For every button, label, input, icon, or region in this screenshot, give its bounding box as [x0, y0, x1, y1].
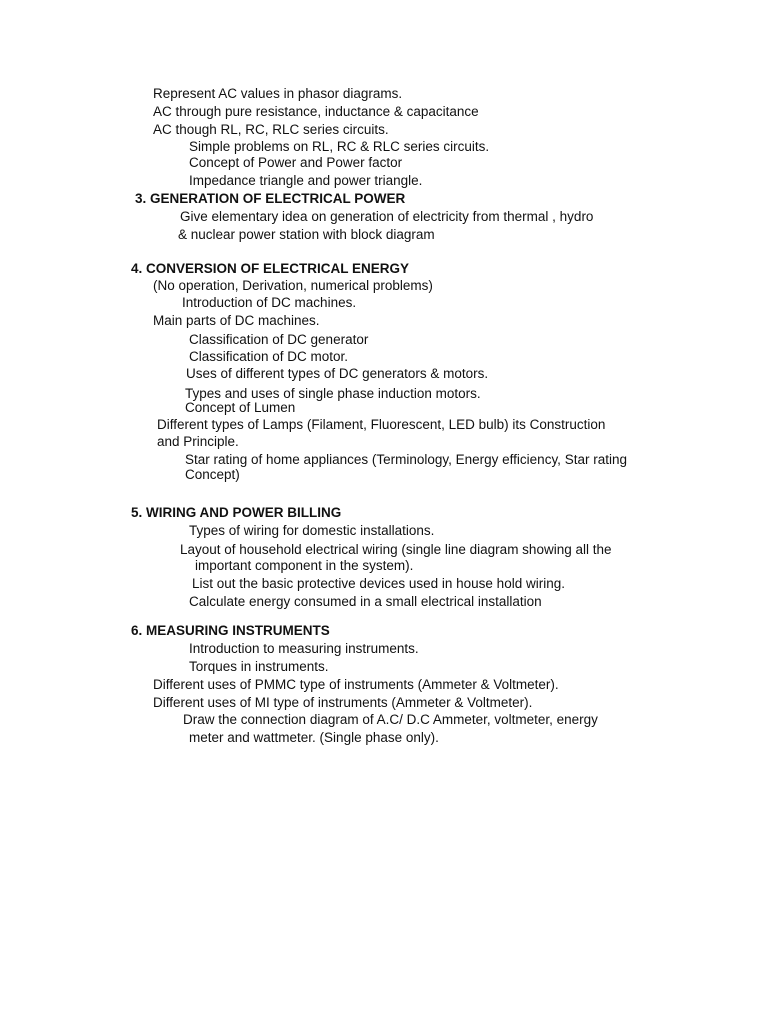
text-line: Give elementary idea on generation of electricity from thermal , hydro [180, 209, 594, 224]
text-line: Introduction to measuring instruments. [189, 641, 419, 656]
text-line: Classification of DC generator [189, 332, 369, 347]
text-line: Classification of DC motor. [189, 349, 349, 364]
text-line: Star rating of home appliances (Terminology, Energy efficiency, Star rating [185, 452, 627, 467]
text-line: meter and wattmeter. (Single phase only). [189, 730, 439, 745]
text-line: Introduction of DC machines. [182, 295, 357, 310]
text-line: & nuclear power station with block diagram [178, 227, 435, 242]
text-line: Calculate energy consumed in a small electrical installation [189, 594, 542, 609]
section-heading-wiring: 5. WIRING AND POWER BILLING [131, 505, 342, 520]
text-line: AC through pure resistance, inductance & capacitance [153, 104, 479, 119]
text-line: Different types of Lamps (Filament, Fluorescent, LED bulb) its Construction [157, 417, 606, 432]
text-line: List out the basic protective devices used in house hold wiring. [192, 576, 565, 591]
section-heading-conversion: 4. CONVERSION OF ELECTRICAL ENERGY [131, 261, 410, 276]
text-line: AC though RL, RC, RLC series circuits. [153, 122, 389, 137]
text-line: (No operation, Derivation, numerical problems) [153, 278, 433, 293]
text-line: Different uses of MI type of instruments (Ammeter & Voltmeter). [153, 695, 533, 710]
text-line: Uses of different types of DC generators & motors. [186, 366, 489, 381]
text-line: and Principle. [157, 434, 239, 449]
text-line: Simple problems on RL, RC & RLC series circuits. [189, 139, 490, 154]
text-line: Types of wiring for domestic installations. [189, 523, 435, 538]
text-line: Concept) [185, 467, 240, 482]
text-line: Torques in instruments. [189, 659, 329, 674]
text-line: important component in the system). [195, 558, 414, 573]
text-line: Concept of Lumen [185, 400, 296, 415]
text-line: Draw the connection diagram of A.C/ D.C Ammeter, voltmeter, energy [183, 712, 598, 727]
text-line: Impedance triangle and power triangle. [189, 173, 423, 188]
text-line: Main parts of DC machines. [153, 313, 320, 328]
section-heading-generation: 3. GENERATION OF ELECTRICAL POWER [135, 191, 406, 206]
text-line: Types and uses of single phase induction motors. [185, 386, 481, 401]
text-line: Layout of household electrical wiring (single line diagram showing all the [180, 542, 612, 557]
text-line: Concept of Power and Power factor [189, 155, 403, 170]
section-heading-measuring: 6. MEASURING INSTRUMENTS [131, 623, 330, 638]
text-line: Different uses of PMMC type of instruments (Ammeter & Voltmeter). [153, 677, 559, 692]
text-line: Represent AC values in phasor diagrams. [153, 86, 403, 101]
